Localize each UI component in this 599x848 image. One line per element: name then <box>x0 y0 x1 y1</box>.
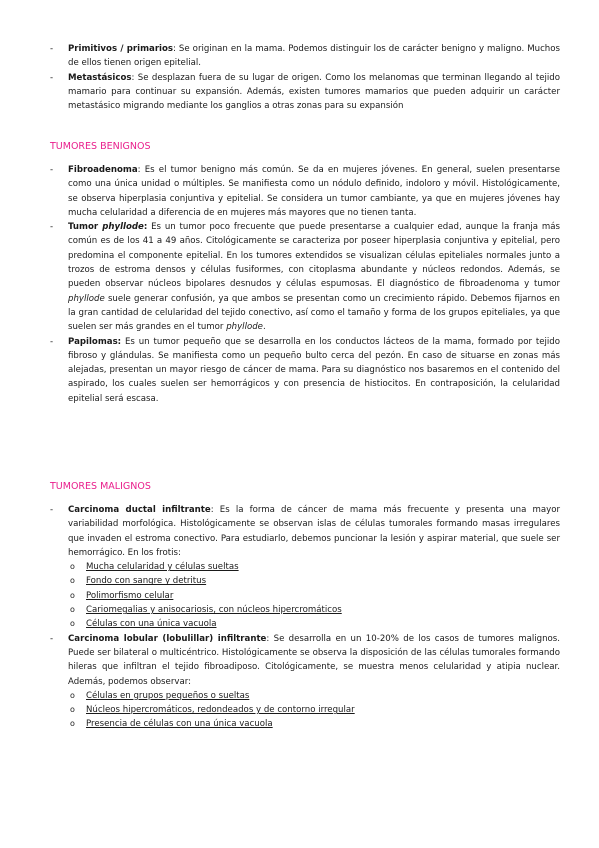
term-ductal: Carcinoma ductal infiltrante <box>68 505 211 515</box>
list-item-ductal <box>50 503 560 560</box>
malignant-tumor-list <box>50 503 560 732</box>
sub-item <box>50 589 560 603</box>
circle-bullet-icon: o <box>70 690 75 700</box>
sub-item <box>50 717 560 731</box>
text-phyllode-a: Es un tumor poco frecuente que puede presentarse a cualquier edad, aunque la franja más común es de los 41 a 49 años. Citológicamente se caracteriza por poseer hiperplasia conjuntiva y epitelial, pero predomina el componente epitelial. En los tumores extendidos se visualizan células epiteliales normales junto a trozos de estroma densos y células fusiformes, con citoplasma abundante y núcleos redondos. Además, se pueden observar núcleos bipolares desnudos y células espumosas. El diagnóstico de fibroadenoma y tumor <box>68 222 561 290</box>
benign-tumor-list <box>50 163 560 406</box>
list-item-primitivos <box>50 42 560 71</box>
finding-text: Fondo con sangre y detritus <box>86 576 207 587</box>
circle-bullet-icon: o <box>70 619 75 629</box>
list-item-lobular <box>50 632 560 689</box>
term-fibroadenoma: Fibroadenoma <box>68 165 138 175</box>
sub-item <box>50 703 560 717</box>
dash-bullet: - <box>50 633 54 644</box>
sub-item <box>50 689 560 703</box>
text-phyllode-d: phyllode <box>226 322 263 333</box>
term-primitivos: Primitivos / primarios <box>68 44 174 54</box>
term-metastasicos: Metastásicos <box>68 72 132 83</box>
dash-bullet: - <box>50 222 54 233</box>
finding-text: Presencia de células con una única vacuola <box>86 719 273 730</box>
circle-bullet-icon: o <box>70 576 75 586</box>
text-phyllode-b: phyllode <box>68 293 105 304</box>
ductal-findings-list <box>50 560 560 631</box>
sub-item <box>50 603 560 617</box>
dash-bullet: - <box>50 72 54 83</box>
heading-tumores-benignos: TUMORES BENIGNOS <box>50 141 151 152</box>
sub-item <box>50 574 560 588</box>
tumor-origin-list <box>50 42 560 113</box>
circle-bullet-icon: o <box>70 705 75 715</box>
circle-bullet-icon: o <box>70 590 75 600</box>
finding-text: Cariomegalias y anisocariosis, con núcleos hipercromáticos <box>86 605 342 616</box>
finding-text: Núcleos hipercromáticos, redondeados y de contorno irregular <box>86 705 355 716</box>
list-item-fibroadenoma <box>50 163 560 220</box>
heading-tumores-malignos: TUMORES MALIGNOS <box>50 481 151 492</box>
finding-text: Células en grupos pequeños o sueltas <box>86 690 250 701</box>
dash-bullet: - <box>50 336 54 347</box>
finding-text: Mucha celularidad y células sueltas <box>86 562 239 573</box>
list-item-phyllode <box>50 220 560 334</box>
term-papilomas: Papilomas: <box>68 336 122 347</box>
circle-bullet-icon: o <box>70 605 75 615</box>
dash-bullet: - <box>50 165 54 175</box>
text-primitivos: : Se originan en la mama. Podemos distinguir los de carácter benigno y maligno. Muchos de ellos tienen origen epitelial. <box>68 44 560 69</box>
text-ductal: : Es la forma de cáncer de mama más frecuente y presenta una mayor variabilidad morfológica. Histológicamente se observan islas de células tumorales formando masas irregulares que invaden el estroma conectivo. Para estudiarlo, debemos puncionar la lesión y aspirar material, que suele ser hemorrágico. En los frotis: <box>68 505 560 558</box>
circle-bullet-icon: o <box>70 562 75 572</box>
text-phyllode-c: suele generar confusión, ya que ambos se presentan como un crecimiento rápido. Debemos fijarnos en la gran cantidad de celularidad del tejido conectivo, así como el tamaño y forma de los grupos epiteliales, ya que suelen ser más grandes en el tumor <box>68 293 560 333</box>
term-phyllode: Tumor phyllode: <box>68 222 148 233</box>
text-fibroadenoma: : Es el tumor benigno más común. Se da en mujeres jóvenes. En general, suelen presentarse como una única unidad o múltiples. Se manifiesta como un nódulo definido, indoloro y móvil. Histológicamente, se observa hiperplasia conjuntiva y epitelial. Se considera un tumor cambiante, ya que en mujeres jóvenes hay mucha celularidad a diferencia de en mujeres más mayores que no tienen tanta. <box>68 165 560 218</box>
circle-bullet-icon: o <box>70 719 75 729</box>
text-lobular: : Se desarrolla en un 10-20% de los casos de tumores malignos. Puede ser bilateral o multicéntrico. Histológicamente se observa la disposición de las células tumorales formando hileras que infiltran el tejido fibroadiposo. Citológicamente, se muestra menos celularidad y atipia nuclear. Además, podemos observar: <box>68 633 560 687</box>
list-item-metastasicos <box>50 71 560 114</box>
text-metastasicos: : Se desplazan fuera de su lugar de origen. Como los melanomas que terminan llegando al tejido mamario para continuar su expansión. Además, existen tumores mamarios que pueden adquirir un carácter metastásico migrando mediante los ganglios a otras zonas para su expansión <box>68 72 560 112</box>
dash-bullet: - <box>50 505 54 515</box>
term-lobular: Carcinoma lobular (lobulillar) infiltrante <box>68 633 267 644</box>
lobular-findings-list <box>50 689 560 732</box>
finding-text: Polimorfismo celular <box>86 590 174 601</box>
text-papilomas: Es un tumor pequeño que se desarrolla en los conductos lácteos de la mama, formado por tejido fibroso y glándulas. Se manifiesta como un pequeño bulto cerca del pezón. En caso de situarse en zonas más alejadas, presentan un mayor riesgo de cáncer de mama. Para su diagnóstico nos basaremos en el contenido del aspirado, los cuales suelen ser hemorrágicos y con presencia de histiocitos. En contraposición, la celularidad epitelial será escasa. <box>68 336 560 404</box>
sub-item <box>50 560 560 574</box>
dash-bullet: - <box>50 44 54 54</box>
sub-item <box>50 617 560 631</box>
finding-text: Células con una única vacuola <box>86 619 217 630</box>
text-phyllode-e: . <box>262 322 266 333</box>
list-item-papilomas <box>50 335 560 406</box>
